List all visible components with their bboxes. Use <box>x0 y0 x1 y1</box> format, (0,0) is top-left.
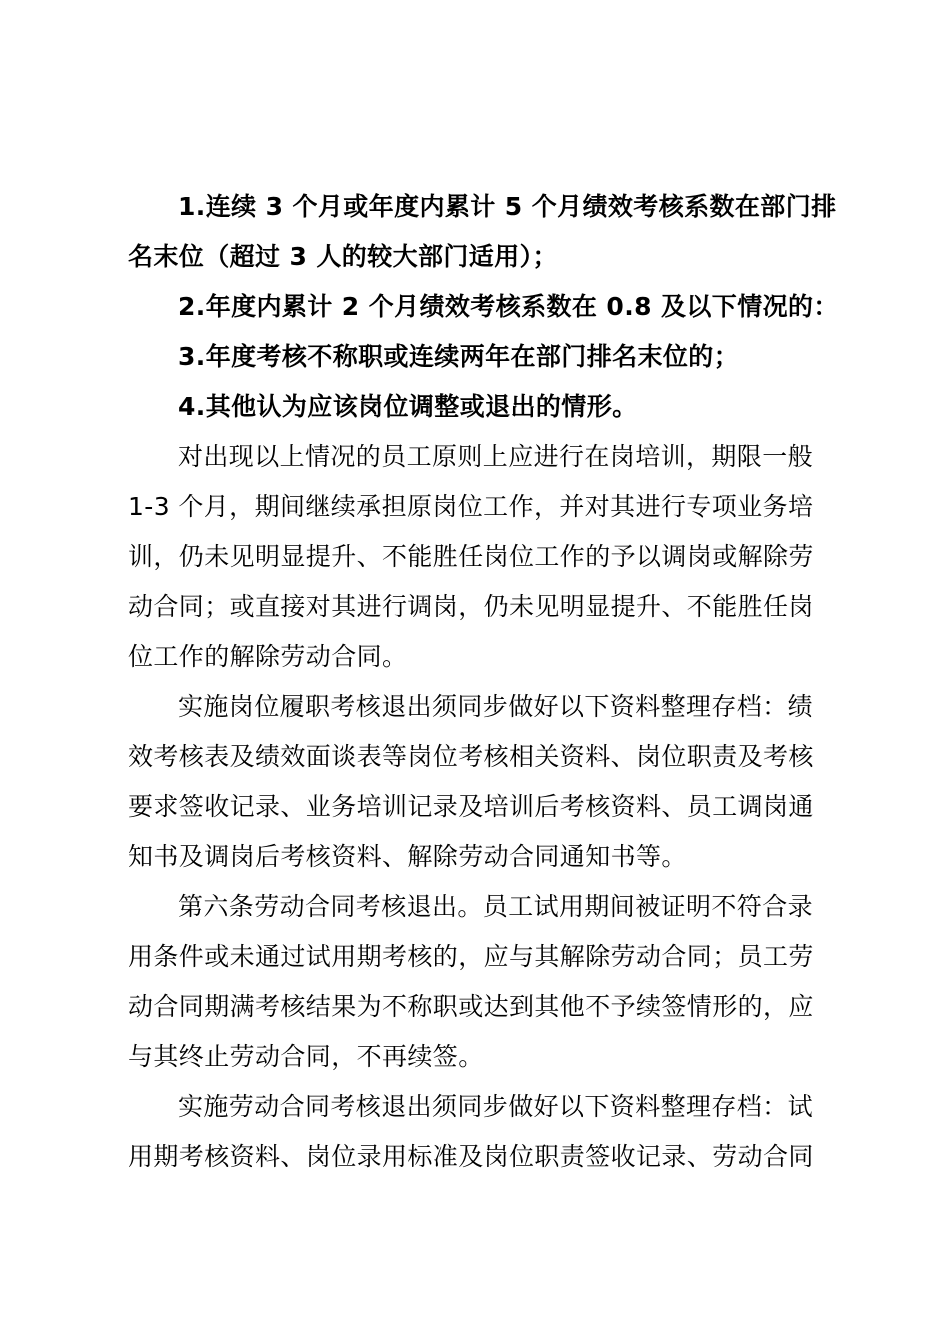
list-item-1-line-2: 名末位（超过 3 人的较大部门适用）； <box>128 242 558 271</box>
paragraph-1-line-4: 动合同；或直接对其进行调岗，仍未见明显提升、不能胜任岗 <box>128 592 814 621</box>
paragraph-2-line-4: 知书及调岗后考核资料、解除劳动合同通知书等。 <box>128 842 687 871</box>
paragraph-2-line-3: 要求签收记录、业务培训记录及培训后考核资料、员工调岗通 <box>128 792 814 821</box>
paragraph-4-line-2: 用期考核资料、岗位录用标准及岗位职责签收记录、劳动合同 <box>128 1142 814 1171</box>
paragraph-2-line-1: 实施岗位履职考核退出须同步做好以下资料整理存档：绩 <box>178 692 814 721</box>
paragraph-1-line-2: 1-3 个月，期间继续承担原岗位工作，并对其进行专项业务培 <box>128 492 814 521</box>
paragraph-3-line-4: 与其终止劳动合同，不再续签。 <box>128 1042 484 1071</box>
paragraph-1-line-5: 位工作的解除劳动合同。 <box>128 642 408 671</box>
list-item-3: 3.年度考核不称职或连续两年在部门排名末位的； <box>178 342 740 371</box>
paragraph-1-line-3: 训，仍未见明显提升、不能胜任岗位工作的予以调岗或解除劳 <box>128 542 814 571</box>
paragraph-1-line-1: 对出现以上情况的员工原则上应进行在岗培训，期限一般 <box>178 442 814 471</box>
list-item-1-line-1: 1.连续 3 个月或年度内累计 5 个月绩效考核系数在部门排 <box>178 192 837 221</box>
paragraph-2-line-2: 效考核表及绩效面谈表等岗位考核相关资料、岗位职责及考核 <box>128 742 814 771</box>
paragraph-3-line-3: 动合同期满考核结果为不称职或达到其他不予续签情形的，应 <box>128 992 814 1021</box>
list-item-2: 2.年度内累计 2 个月绩效考核系数在 0.8 及以下情况的： <box>178 292 839 321</box>
paragraph-4-line-1: 实施劳动合同考核退出须同步做好以下资料整理存档：试 <box>178 1092 814 1121</box>
paragraph-3-line-2: 用条件或未通过试用期考核的，应与其解除劳动合同；员工劳 <box>128 942 814 971</box>
list-item-4: 4.其他认为应该岗位调整或退出的情形。 <box>178 392 638 421</box>
paragraph-3-line-1: 第六条劳动合同考核退出。员工试用期间被证明不符合录 <box>178 892 814 921</box>
